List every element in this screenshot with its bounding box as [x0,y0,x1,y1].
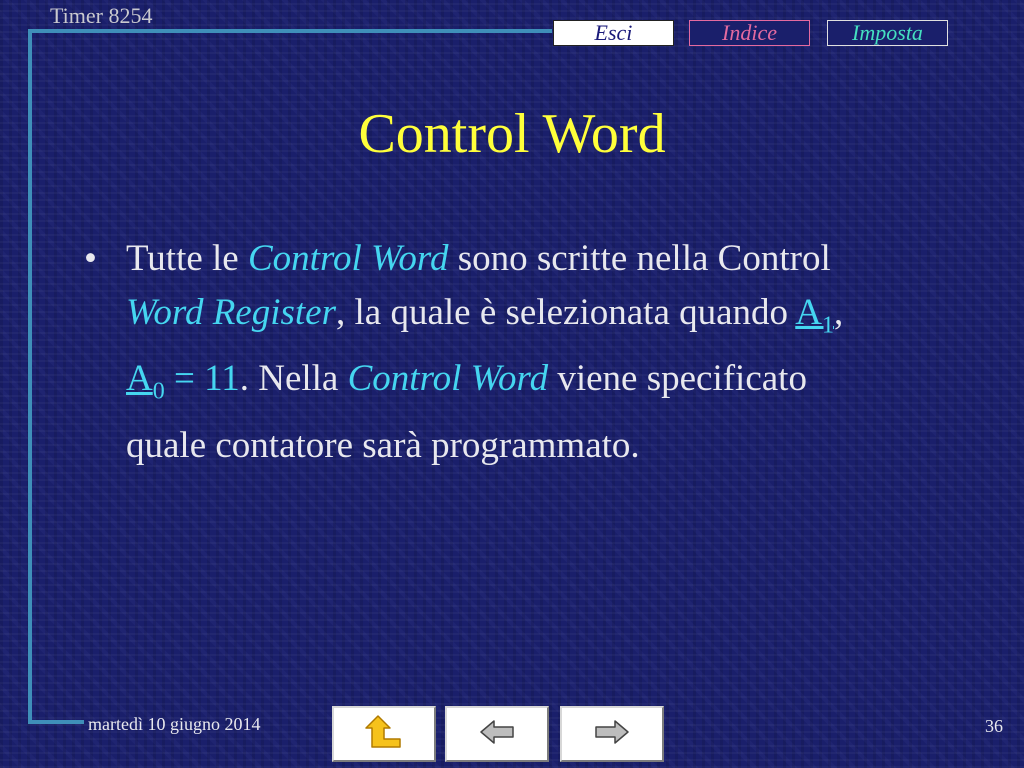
term-word-register: Word Register [126,292,337,333]
page-number: 36 [985,716,1003,736]
home-button[interactable] [332,706,436,762]
imposta-button[interactable]: Imposta [827,20,948,46]
app-title: Timer 8254 [50,3,153,28]
frame-top-line [28,29,552,33]
signal-a0-link[interactable] [126,358,165,405]
text-run: Tutte le [126,238,248,279]
value-eleven: = 11 [164,358,240,400]
bullet-marker: • [84,238,97,279]
text-run: viene specificato quale contatore sarà programmato. [126,358,807,466]
indice-button[interactable]: Indice [689,20,810,46]
term-control-word-2: Control Word [347,358,549,400]
next-slide-button[interactable] [560,706,664,762]
left-arrow-icon [479,719,515,750]
bullet-text [126,232,884,473]
text-run: , [833,292,844,333]
signal-a1-base: A [795,292,822,333]
signal-a0-sub: 0 [152,378,165,405]
frame-bottom-line [28,720,84,724]
slide-title: Control Word [358,103,666,165]
text-run: sono scritte nella Control [448,238,831,279]
signal-a1-sub: 1 [821,312,834,339]
home-up-arrow-icon [365,715,403,754]
previous-slide-button[interactable] [445,706,549,762]
footer-date: martedì 10 giugno 2014 [88,714,261,734]
signal-a0-base: A [126,358,153,400]
esci-button[interactable]: Esci [553,20,674,46]
text-run: , la quale è selezionata quando [336,292,796,333]
term-control-word: Control Word [247,238,449,279]
text-run: . Nella [239,358,348,400]
bullet-item [84,232,884,473]
right-arrow-icon [594,719,630,750]
signal-a1-link[interactable] [795,292,834,339]
